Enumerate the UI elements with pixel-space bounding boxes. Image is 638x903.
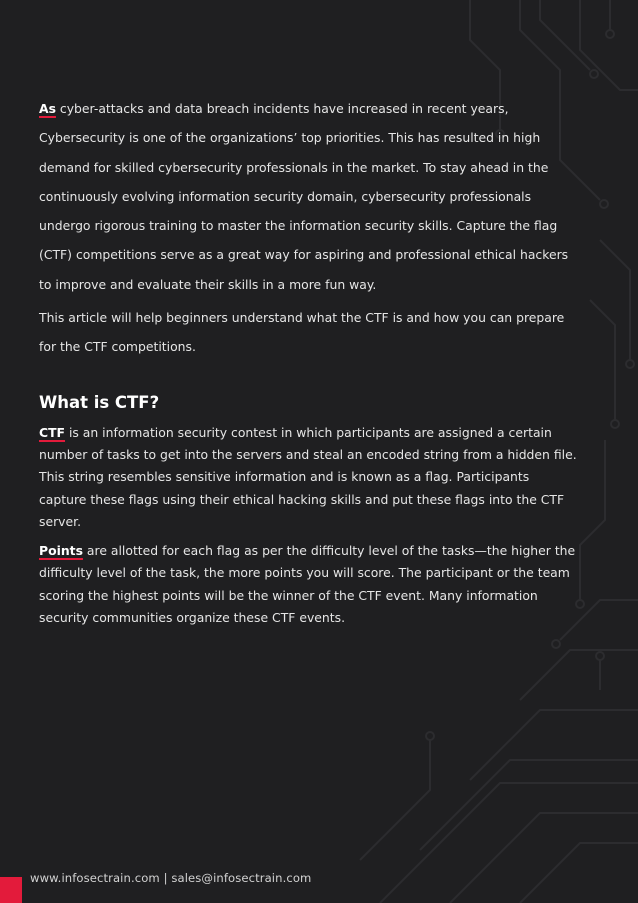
points-lead-word: Points: [39, 542, 83, 558]
section-body: [39, 422, 579, 630]
ctf-definition-paragraph: [39, 422, 579, 534]
ctf-lead-word: CTF: [39, 424, 66, 440]
intro-paragraph-2: This article will help beginners understand what the CTF is and how you can prepare for the CTF competitions.: [39, 310, 565, 355]
footer-accent-block: [0, 877, 22, 903]
intro-paragraph-1: [39, 94, 579, 299]
intro-section: [39, 94, 579, 362]
points-paragraph: [39, 540, 579, 630]
intro-paragraph-1-text: cyber-attacks and data breach incidents have increased in recent years, Cybersecurity is one of the organizations’ top priorities. This has resulted in high demand for skilled cybersecurity professionals in the market. To stay ahead in the continuously evolving information security domain, cybersecurity professionals undergo rigorous training to master the information security skills. Capture the flag (CTF) competitions serve as a great way for aspiring and professional ethical hackers to improve and evaluate their skills in a more fun way.: [39, 101, 569, 292]
footer-contact: www.infosectrain.com | sales@infosectrain.com: [30, 871, 312, 885]
points-text: are allotted for each flag as per the difficulty level of the tasks—the higher the difficulty level of the task, the more points you will score. The participant or the team scoring the highest points will be the winner of the CTF event. Many information security communities organize these CTF events.: [39, 542, 576, 625]
main-content: [39, 94, 579, 629]
ctf-definition-text: is an information security contest in which participants are assigned a certain number of tasks to get into the servers and steal an encoded string from a hidden file. This string resembles sensitive information and is known as a flag. Participants capture these flags using their ethical hacking skills and put these flags into the CTF server.: [39, 424, 577, 530]
section-heading: What is CTF?: [39, 392, 160, 412]
intro-lead-word: As: [39, 101, 56, 116]
